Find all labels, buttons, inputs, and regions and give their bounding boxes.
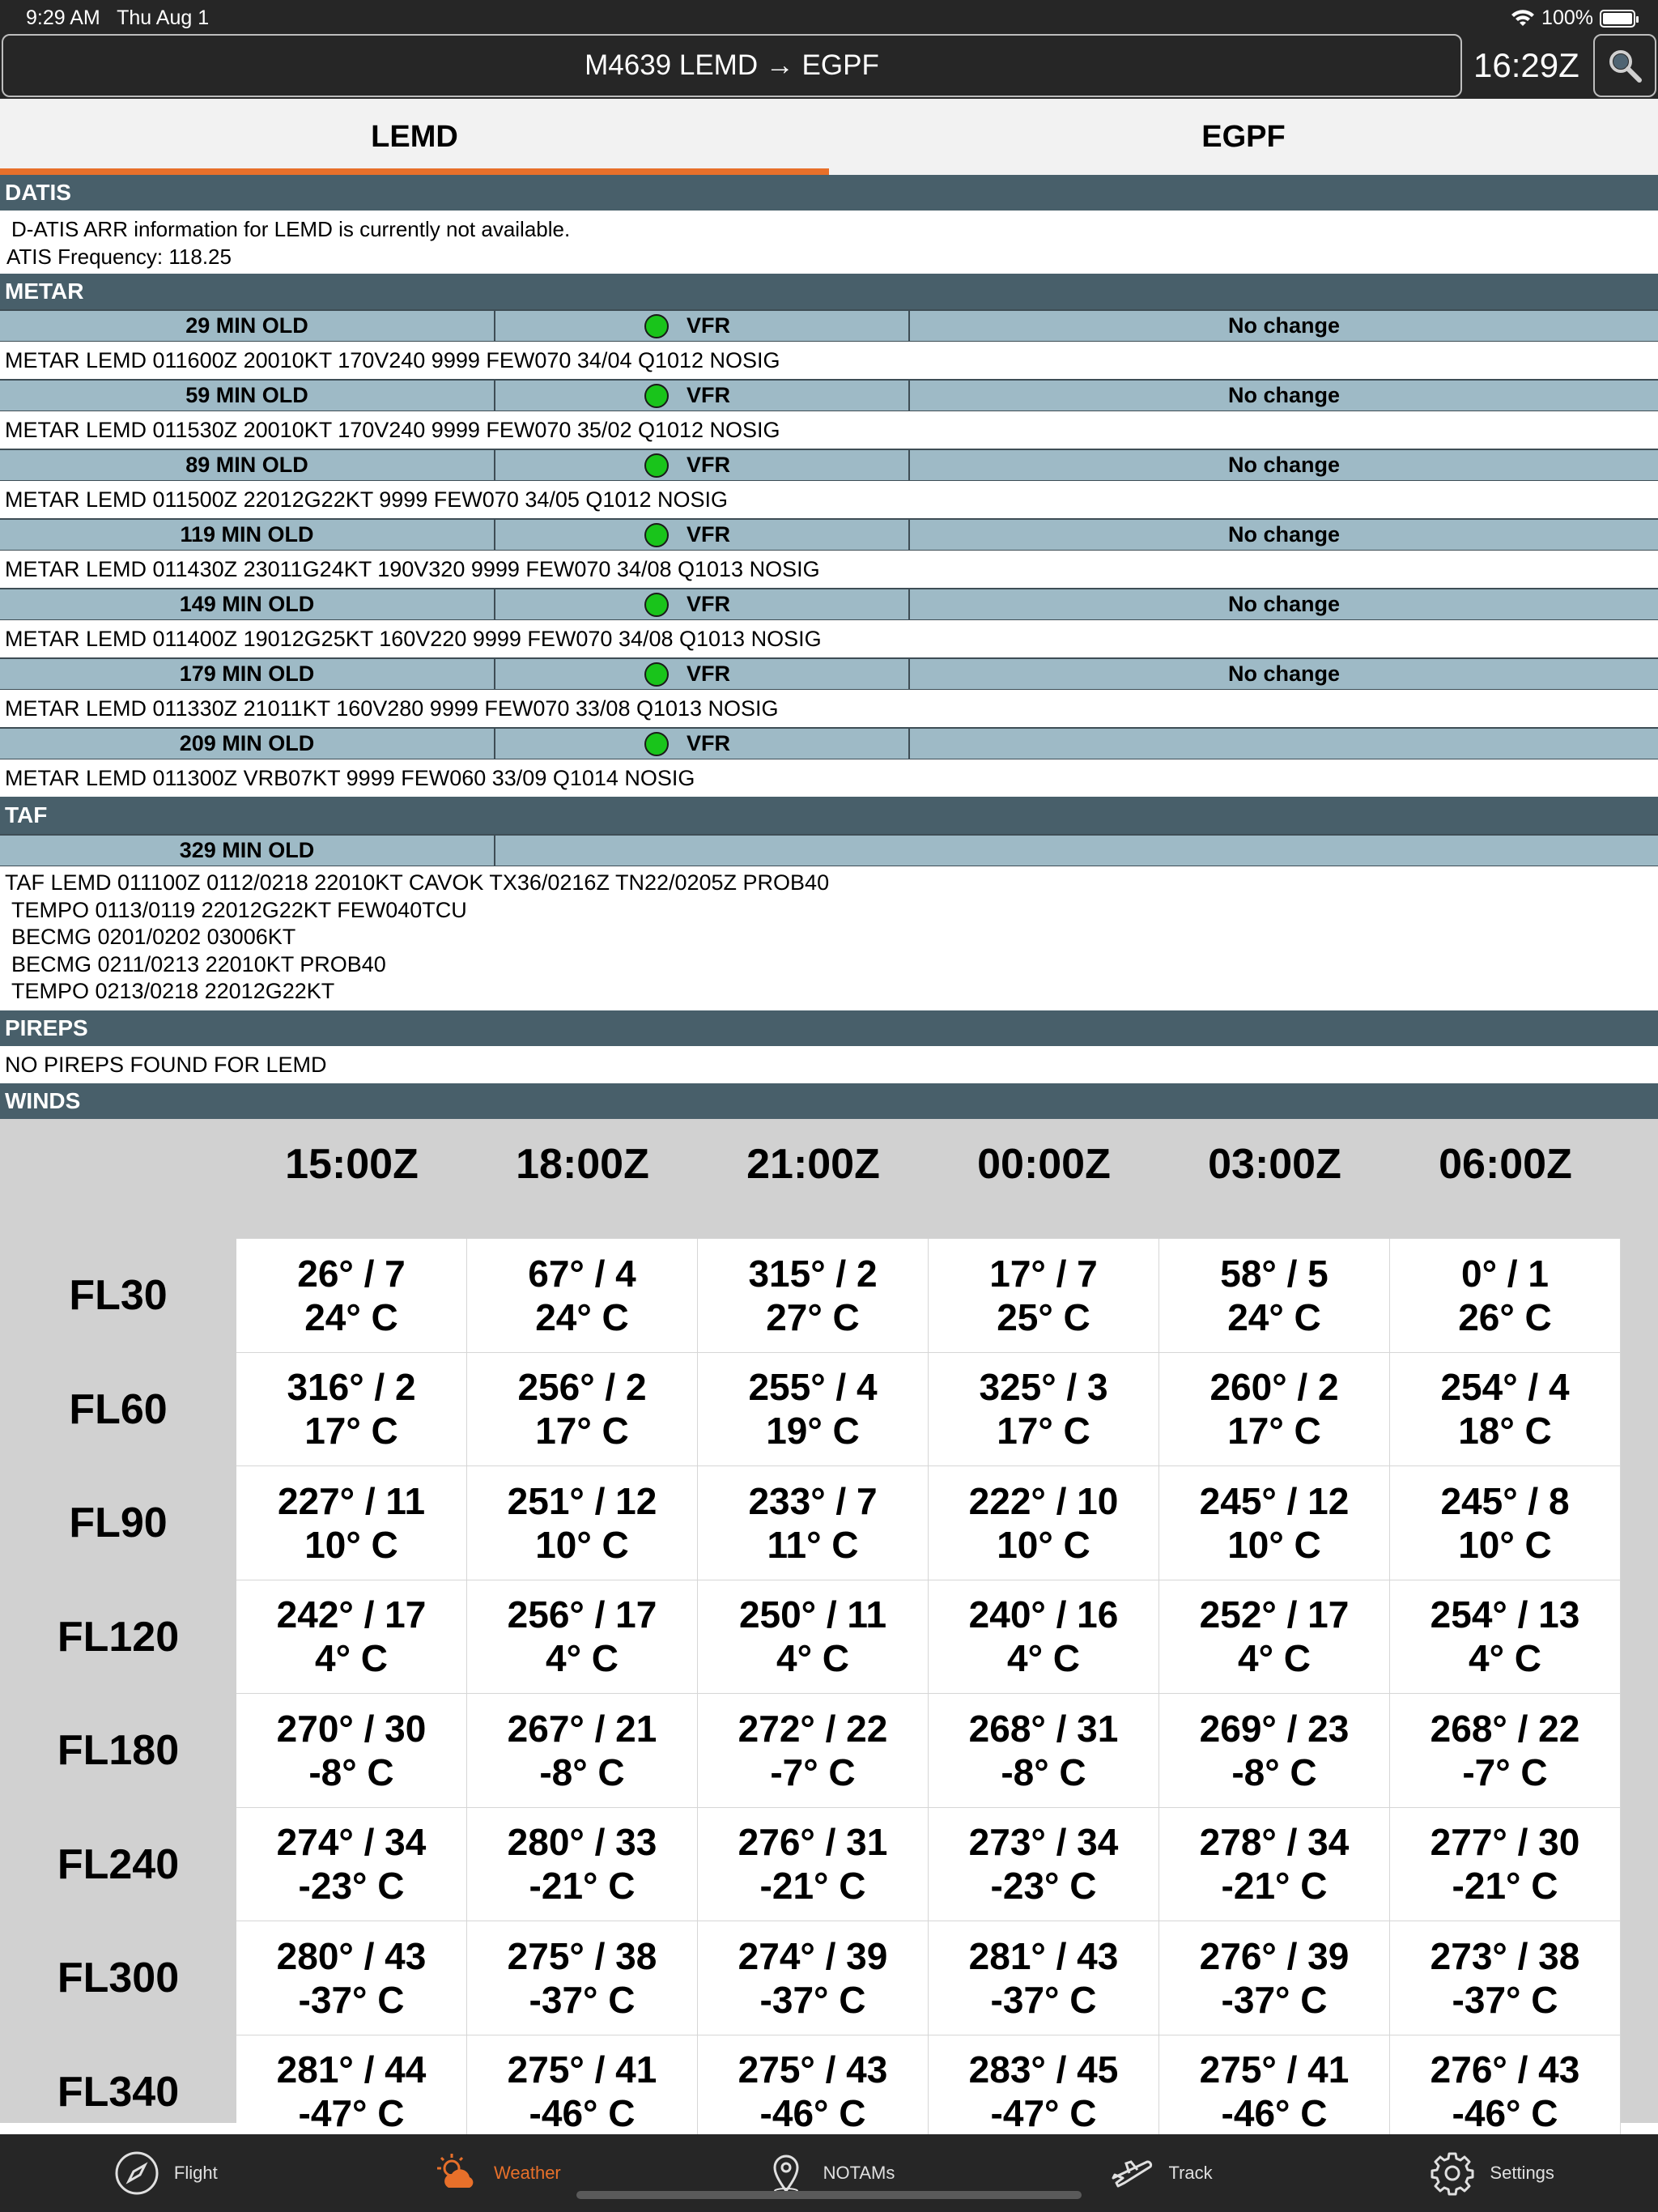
wind-direction-speed: 276° / 31 xyxy=(738,1821,888,1864)
wind-time-label: 00:00Z xyxy=(977,1141,1111,1188)
wind-direction-speed: 252° / 17 xyxy=(1199,1593,1350,1636)
flight-category xyxy=(495,589,910,619)
wind-cell xyxy=(929,1694,1159,1808)
winds-table xyxy=(0,1119,1658,2135)
wind-direction-speed: 67° / 4 xyxy=(528,1252,636,1295)
wind-temperature: -8° C xyxy=(1001,1750,1086,1793)
flight-category xyxy=(495,659,910,689)
wind-cell xyxy=(1390,1239,1621,1353)
wind-cell xyxy=(236,2035,467,2150)
winds-header: WINDS xyxy=(0,1083,1658,1119)
taf-line: TEMPO 0113/0119 22012G22KT FEW040TCU xyxy=(11,897,467,922)
wind-direction-speed: 270° / 30 xyxy=(276,1707,427,1750)
wind-cell xyxy=(698,1694,929,1808)
wind-temperature: -37° C xyxy=(1221,1978,1328,2021)
tabbar-weather[interactable] xyxy=(332,2134,664,2212)
wind-row xyxy=(0,1808,1621,1922)
wind-temperature: 24° C xyxy=(304,1295,398,1338)
metar-summary-row xyxy=(0,657,1658,690)
wind-direction-speed: 278° / 34 xyxy=(1199,1821,1350,1864)
wind-cell xyxy=(698,1921,929,2035)
wind-cell xyxy=(1159,1694,1390,1808)
wind-temperature: 24° C xyxy=(535,1295,629,1338)
wind-cell xyxy=(1390,2035,1621,2150)
tabbar-flight-label: Flight xyxy=(173,2163,218,2183)
wind-temperature: -21° C xyxy=(1221,1865,1328,1908)
wind-direction-speed: 245° / 8 xyxy=(1440,1479,1570,1522)
wind-direction-speed: 17° / 7 xyxy=(989,1252,1098,1295)
wind-cell xyxy=(698,1353,929,1467)
metar-trend: No change xyxy=(1227,661,1341,686)
flight-level-label: FL90 xyxy=(69,1499,168,1547)
metar-text: METAR LEMD 011430Z 23011G24KT 190V320 9999 FEW070 34/08 Q1013 NOSIG xyxy=(5,556,820,581)
wind-cell xyxy=(929,1239,1159,1353)
wind-temperature: 27° C xyxy=(766,1295,860,1338)
flight-category-label: VFR xyxy=(687,522,730,547)
wind-cell xyxy=(1390,1580,1621,1695)
wind-direction-speed: 242° / 17 xyxy=(276,1593,427,1636)
wind-direction-speed: 227° / 11 xyxy=(277,1479,426,1522)
wind-temperature: 11° C xyxy=(767,1523,859,1566)
weather-content xyxy=(0,175,1658,2135)
wind-cell xyxy=(1390,1466,1621,1580)
wind-direction-speed: 281° / 44 xyxy=(276,2048,427,2091)
home-indicator xyxy=(576,2191,1082,2199)
tabbar-settings-label: Settings xyxy=(1490,2163,1554,2183)
wind-temperature: -7° C xyxy=(1462,1750,1548,1793)
flight-category xyxy=(495,450,910,480)
metar-age: 29 MIN OLD xyxy=(0,311,495,341)
wind-temperature: 4° C xyxy=(1238,1637,1311,1680)
wind-direction-speed: 325° / 3 xyxy=(979,1366,1108,1409)
metar-summary-row xyxy=(0,309,1658,342)
atis-frequency: ATIS Frequency: 118.25 xyxy=(6,245,232,269)
metar-summary-row xyxy=(0,379,1658,411)
wind-row xyxy=(0,1694,1621,1808)
wind-temperature: 10° C xyxy=(997,1523,1090,1566)
wifi-icon xyxy=(1511,10,1535,28)
wind-row xyxy=(0,1239,1621,1353)
wind-time-label: 18:00Z xyxy=(516,1141,649,1188)
taf-line: TEMPO 0213/0218 22012G22KT xyxy=(11,979,335,1003)
wind-temperature: 4° C xyxy=(315,1637,388,1680)
metar-trend: No change xyxy=(1227,522,1341,547)
taf-age: 329 MIN OLD xyxy=(0,836,495,866)
status-time xyxy=(26,6,209,30)
wind-direction-speed: 315° / 2 xyxy=(748,1252,878,1295)
metar-trend: No change xyxy=(1227,453,1341,477)
wind-temperature: 4° C xyxy=(1007,1637,1080,1680)
pireps-message: NO PIREPS FOUND FOR LEMD xyxy=(5,1052,327,1077)
wind-cell xyxy=(929,2035,1159,2150)
tabbar-flight[interactable] xyxy=(0,2134,332,2212)
wind-row xyxy=(0,2035,1621,2150)
wind-cell xyxy=(1159,1580,1390,1695)
wind-direction-speed: 275° / 43 xyxy=(738,2048,888,2091)
flight-level-label: FL300 xyxy=(57,1955,180,2002)
wind-cell xyxy=(236,1808,467,1922)
metar-summary-row xyxy=(0,588,1658,620)
airport-tabs xyxy=(0,99,1658,175)
wind-temperature: 18° C xyxy=(1458,1410,1552,1453)
metar-text: METAR LEMD 011500Z 22012G22KT 9999 FEW070 34/05 Q1012 NOSIG xyxy=(5,487,728,512)
wind-cell xyxy=(467,1239,698,1353)
tab-egpf[interactable]: EGPF xyxy=(1201,119,1286,154)
wind-cell xyxy=(698,1580,929,1695)
search-button[interactable] xyxy=(1593,34,1656,97)
wind-direction-speed: 0° / 1 xyxy=(1461,1252,1549,1295)
wind-temperature: -8° C xyxy=(1231,1750,1317,1793)
wind-temperature: 17° C xyxy=(997,1410,1090,1453)
metar-header: METAR xyxy=(0,274,1658,309)
metar-trend: No change xyxy=(1227,313,1341,338)
flight-level-label: FL120 xyxy=(57,1613,180,1661)
wind-cell xyxy=(467,2035,698,2150)
flight-category-label: VFR xyxy=(687,453,730,477)
wind-direction-speed: 267° / 21 xyxy=(507,1707,657,1750)
wind-temperature: 17° C xyxy=(304,1410,398,1453)
flight-level-label: FL240 xyxy=(57,1840,180,1888)
battery-percent: 100% xyxy=(1541,6,1593,29)
wind-cell xyxy=(698,1808,929,1922)
wind-cell xyxy=(698,2035,929,2150)
vfr-status-icon xyxy=(644,523,669,547)
vfr-status-icon xyxy=(644,662,669,687)
flight-level-label: FL340 xyxy=(57,2068,180,2116)
wind-temperature: 10° C xyxy=(535,1523,629,1566)
wind-temperature: -21° C xyxy=(1452,1865,1558,1908)
wind-temperature: 17° C xyxy=(535,1410,629,1453)
airplane-icon xyxy=(1108,2150,1154,2196)
metar-summary-row xyxy=(0,727,1658,759)
metar-trend: No change xyxy=(1227,592,1341,616)
wind-direction-speed: 274° / 34 xyxy=(276,1821,427,1864)
wind-row xyxy=(0,1353,1621,1467)
wind-time-label: 21:00Z xyxy=(746,1141,880,1188)
wind-cell xyxy=(236,1466,467,1580)
gear-icon xyxy=(1430,2150,1475,2196)
wind-temperature: 17° C xyxy=(1227,1410,1321,1453)
wind-direction-speed: 233° / 7 xyxy=(748,1479,878,1522)
wind-direction-speed: 273° / 34 xyxy=(968,1821,1119,1864)
tab-lemd[interactable]: LEMD xyxy=(0,99,829,175)
flight-category xyxy=(495,520,910,550)
wind-cell xyxy=(1159,1466,1390,1580)
flight-level-label: FL30 xyxy=(69,1272,168,1320)
wind-direction-speed: 250° / 11 xyxy=(738,1593,887,1636)
wind-cell xyxy=(1159,2035,1390,2150)
wind-temperature: 4° C xyxy=(546,1637,619,1680)
metar-age: 59 MIN OLD xyxy=(0,381,495,410)
date: Thu Aug 1 xyxy=(117,6,210,29)
wind-direction-speed: 283° / 45 xyxy=(968,2048,1119,2091)
datis-header: DATIS xyxy=(0,175,1658,211)
flight-category xyxy=(495,381,910,410)
metar-age: 89 MIN OLD xyxy=(0,450,495,480)
route-label: M4639 LEMD → EGPF xyxy=(585,49,879,81)
metar-age: 149 MIN OLD xyxy=(0,589,495,619)
wind-direction-speed: 275° / 41 xyxy=(507,2048,657,2091)
wind-temperature: 10° C xyxy=(304,1523,398,1566)
vfr-status-icon xyxy=(644,314,669,338)
wind-direction-speed: 240° / 16 xyxy=(968,1593,1119,1636)
wind-temperature: -46° C xyxy=(529,2092,636,2135)
wind-direction-speed: 251° / 12 xyxy=(507,1479,657,1522)
flight-category xyxy=(495,311,910,341)
wind-cell xyxy=(1390,1694,1621,1808)
wind-temperature: -21° C xyxy=(529,1865,636,1908)
taf-line: BECMG 0211/0213 22010KT PROB40 xyxy=(11,951,386,976)
metar-trend xyxy=(910,729,1658,759)
wind-cell xyxy=(1159,1808,1390,1922)
wind-temperature: -47° C xyxy=(990,2092,1097,2135)
wind-grid xyxy=(0,1239,1621,2149)
wind-cell xyxy=(1159,1353,1390,1467)
wind-direction-speed: 272° / 22 xyxy=(738,1707,888,1750)
wind-temperature: 4° C xyxy=(776,1637,849,1680)
wind-cell xyxy=(236,1580,467,1695)
metar-age: 209 MIN OLD xyxy=(0,729,495,759)
taf-text xyxy=(0,866,1658,1010)
wind-direction-speed: 269° / 23 xyxy=(1199,1707,1350,1750)
wind-temperature: -46° C xyxy=(1221,2092,1328,2135)
wind-temperature: 26° C xyxy=(1458,1295,1552,1338)
wind-cell xyxy=(929,1808,1159,1922)
flight-level-label: FL60 xyxy=(69,1385,168,1433)
wind-row xyxy=(0,1921,1621,2035)
wind-temperature: 4° C xyxy=(1469,1637,1541,1680)
vfr-status-icon xyxy=(644,384,669,408)
wind-cell xyxy=(467,1694,698,1808)
wind-time-label: 15:00Z xyxy=(285,1141,419,1188)
wind-cell xyxy=(1390,1808,1621,1922)
datis-body xyxy=(0,211,1658,274)
metar-text: METAR LEMD 011300Z VRB07KT 9999 FEW060 33/09 Q1014 NOSIG xyxy=(5,765,695,790)
wind-direction-speed: 255° / 4 xyxy=(748,1366,878,1409)
metar-text: METAR LEMD 011600Z 20010KT 170V240 9999 FEW070 34/04 Q1012 NOSIG xyxy=(5,347,780,372)
wind-direction-speed: 316° / 2 xyxy=(287,1366,416,1409)
wind-direction-speed: 280° / 43 xyxy=(276,1934,427,1977)
metar-trend: No change xyxy=(1227,383,1341,407)
wind-direction-speed: 58° / 5 xyxy=(1220,1252,1329,1295)
tabbar-weather-label: Weather xyxy=(494,2163,561,2183)
wind-cell xyxy=(467,1921,698,2035)
taf-header: TAF xyxy=(0,797,1658,834)
wind-direction-speed: 268° / 22 xyxy=(1430,1707,1580,1750)
metar-summary-row xyxy=(0,449,1658,481)
wind-cell xyxy=(929,1921,1159,2035)
wind-direction-speed: 256° / 2 xyxy=(517,1366,647,1409)
compass-icon xyxy=(114,2150,159,2196)
route-selector[interactable] xyxy=(2,34,1462,97)
wind-cell xyxy=(1159,1921,1390,2035)
status-right xyxy=(1511,6,1635,30)
wind-direction-speed: 276° / 43 xyxy=(1430,2048,1580,2091)
clock: 9:29 AM xyxy=(26,6,100,29)
metar-text: METAR LEMD 011530Z 20010KT 170V240 9999 FEW070 35/02 Q1012 NOSIG xyxy=(5,417,780,442)
wind-row xyxy=(0,1466,1621,1580)
wind-direction-speed: 277° / 30 xyxy=(1430,1821,1580,1864)
wind-cell xyxy=(1159,1239,1390,1353)
location-pin-icon xyxy=(763,2150,809,2196)
taf-row xyxy=(0,834,1658,866)
wind-direction-speed: 260° / 2 xyxy=(1209,1366,1339,1409)
wind-direction-speed: 222° / 10 xyxy=(968,1479,1119,1522)
flight-category xyxy=(495,729,910,759)
wind-direction-speed: 280° / 33 xyxy=(507,1821,657,1864)
taf-line: BECMG 0201/0202 03006KT xyxy=(11,925,296,949)
vfr-status-icon xyxy=(644,593,669,617)
flight-category-label: VFR xyxy=(687,661,730,686)
tabbar-notams-label: NOTAMs xyxy=(823,2163,895,2183)
datis-message: D-ATIS ARR information for LEMD is currently not available. xyxy=(11,217,571,241)
wind-direction-speed: 254° / 4 xyxy=(1440,1366,1570,1409)
top-bar xyxy=(0,0,1658,99)
flight-category-label: VFR xyxy=(687,592,730,616)
wind-temperature: -37° C xyxy=(759,1978,866,2021)
wind-cell xyxy=(236,1921,467,2035)
bottom-tab-bar xyxy=(0,2134,1658,2212)
wind-temperature: -8° C xyxy=(308,1750,394,1793)
wind-temperature: -23° C xyxy=(990,1865,1097,1908)
wind-direction-speed: 254° / 13 xyxy=(1430,1593,1580,1636)
wind-time-header xyxy=(236,1119,1621,1198)
metar-list xyxy=(0,309,1658,797)
wind-temperature: -37° C xyxy=(990,1978,1097,2021)
wind-cell xyxy=(1390,1353,1621,1467)
vfr-status-icon xyxy=(644,732,669,756)
wind-cell xyxy=(467,1580,698,1695)
wind-time-label: 06:00Z xyxy=(1439,1141,1572,1188)
wind-temperature: -23° C xyxy=(298,1865,405,1908)
wind-direction-speed: 274° / 39 xyxy=(738,1934,888,1977)
wind-cell xyxy=(467,1466,698,1580)
tabbar-track[interactable] xyxy=(995,2134,1327,2212)
flight-level-label: FL180 xyxy=(57,1727,180,1775)
wind-direction-speed: 276° / 39 xyxy=(1199,1934,1350,1977)
metar-text: METAR LEMD 011330Z 21011KT 160V280 9999 FEW070 33/08 Q1013 NOSIG xyxy=(5,696,779,721)
taf-line: TAF LEMD 011100Z 0112/0218 22010KT CAVOK TX36/0216Z TN22/0205Z PROB40 xyxy=(5,870,830,895)
wind-cell xyxy=(467,1353,698,1467)
wind-direction-speed: 273° / 38 xyxy=(1430,1934,1580,1977)
wind-cell xyxy=(236,1239,467,1353)
wind-cell xyxy=(1390,1921,1621,2035)
wind-cell xyxy=(236,1353,467,1467)
wind-temperature: 19° C xyxy=(766,1410,860,1453)
wind-cell xyxy=(929,1353,1159,1467)
wind-direction-speed: 275° / 38 xyxy=(507,1934,657,1977)
vfr-status-icon xyxy=(644,453,669,478)
wind-direction-speed: 245° / 12 xyxy=(1199,1479,1350,1522)
wind-temperature: 10° C xyxy=(1227,1523,1321,1566)
battery-icon xyxy=(1600,10,1635,28)
search-icon xyxy=(1606,47,1643,84)
wind-direction-speed: 275° / 41 xyxy=(1199,2048,1350,2091)
metar-summary-row xyxy=(0,518,1658,551)
pireps-header: PIREPS xyxy=(0,1010,1658,1046)
wind-temperature: -8° C xyxy=(539,1750,625,1793)
wind-cell xyxy=(698,1239,929,1353)
flight-category-label: VFR xyxy=(687,313,730,338)
wind-temperature: -46° C xyxy=(759,2092,866,2135)
wind-direction-speed: 281° / 43 xyxy=(968,1934,1119,1977)
flight-category-label: VFR xyxy=(687,731,730,755)
wind-temperature: 10° C xyxy=(1458,1523,1552,1566)
wind-temperature: -46° C xyxy=(1452,2092,1558,2135)
wind-direction-speed: 26° / 7 xyxy=(297,1252,406,1295)
wind-temperature: 25° C xyxy=(997,1295,1090,1338)
wind-cell xyxy=(467,1808,698,1922)
wind-temperature: -47° C xyxy=(298,2092,405,2135)
wind-temperature: -7° C xyxy=(770,1750,856,1793)
wind-direction-speed: 256° / 17 xyxy=(507,1593,657,1636)
weather-icon xyxy=(434,2150,479,2196)
wind-row xyxy=(0,1580,1621,1695)
metar-text: METAR LEMD 011400Z 19012G25KT 160V220 9999 FEW070 34/08 Q1013 NOSIG xyxy=(5,626,822,651)
wind-temperature: -37° C xyxy=(529,1978,636,2021)
wind-cell xyxy=(698,1466,929,1580)
flight-category-label: VFR xyxy=(687,383,730,407)
tabbar-settings[interactable] xyxy=(1326,2134,1658,2212)
wind-temperature: -21° C xyxy=(759,1865,866,1908)
metar-age: 119 MIN OLD xyxy=(0,520,495,550)
wind-cell xyxy=(236,1694,467,1808)
tabbar-notams[interactable] xyxy=(663,2134,995,2212)
wind-time-label: 03:00Z xyxy=(1208,1141,1341,1188)
wind-cell xyxy=(929,1580,1159,1695)
utc-time: 16:29Z xyxy=(1473,46,1579,84)
tabbar-track-label: Track xyxy=(1168,2163,1213,2183)
wind-cell xyxy=(929,1466,1159,1580)
wind-temperature: -37° C xyxy=(1452,1978,1558,2021)
wind-direction-speed: 268° / 31 xyxy=(968,1707,1119,1750)
metar-age: 179 MIN OLD xyxy=(0,659,495,689)
wind-temperature: 24° C xyxy=(1227,1295,1321,1338)
wind-temperature: -37° C xyxy=(298,1978,405,2021)
